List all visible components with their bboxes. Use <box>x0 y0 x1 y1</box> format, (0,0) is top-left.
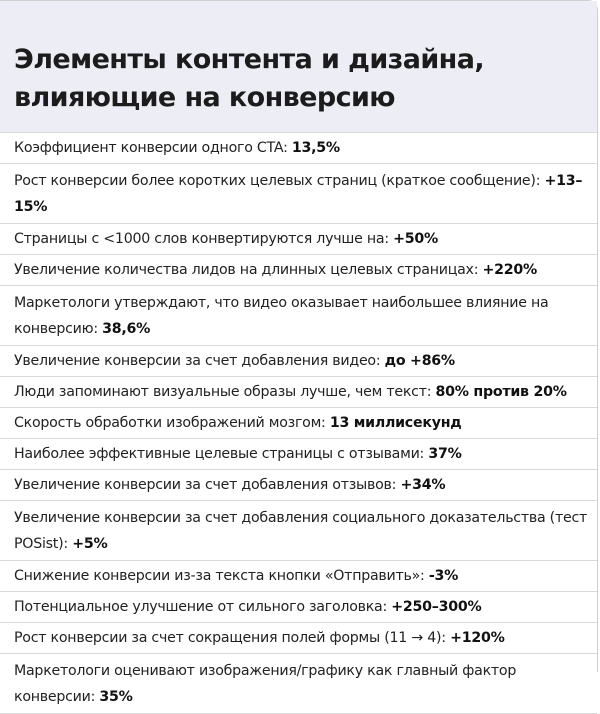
stat-row <box>0 592 597 623</box>
stats-list <box>0 133 597 714</box>
stat-label: Страницы с <1000 слов конвертируются лучше на: <box>14 231 394 247</box>
stat-label: Увеличение конверсии за счет добавления отзывов: <box>14 477 401 493</box>
stat-value: +13–15% <box>14 173 583 215</box>
stat-value: 13,5% <box>291 140 340 156</box>
stat-value: +220% <box>482 262 537 278</box>
stat-label: Рост конверсии за счет сокращения полей формы (11 → 4): <box>14 630 451 646</box>
stat-value: до +86% <box>384 353 455 369</box>
stat-row <box>0 561 597 592</box>
card-title: Элементы контента и дизайна, влияющие на конверсию <box>14 44 485 113</box>
stat-row <box>0 346 597 377</box>
stat-value: 13 миллисекунд <box>329 415 462 431</box>
stat-value: +5% <box>72 536 108 552</box>
stat-label: Снижение конверсии из-за текста кнопки «Отправить»: <box>14 568 429 584</box>
stat-value: +34% <box>400 477 446 493</box>
stat-row <box>0 255 597 286</box>
stat-value: +250–300% <box>391 599 482 615</box>
stat-row <box>0 654 597 714</box>
stat-row <box>0 133 597 164</box>
stat-value: +120% <box>450 630 505 646</box>
stat-row <box>0 470 597 501</box>
stat-label: Увеличение конверсии за счет добавления социального доказательства (тест POSist): <box>14 510 588 552</box>
stat-label: Потенциальное улучшение от сильного заголовка: <box>14 599 392 615</box>
stat-label: Маркетологи утверждают, что видео оказывает наибольшее влияние на конверсию: <box>14 295 549 337</box>
stat-row <box>0 623 597 654</box>
stat-label: Маркетологи оценивают изображения/графику как главный фактор конверсии: <box>14 663 517 705</box>
stat-row <box>0 408 597 439</box>
stat-value: 37% <box>428 446 462 462</box>
stat-label: Увеличение конверсии за счет добавления видео: <box>14 353 385 369</box>
stat-value: 35% <box>99 689 133 705</box>
card-header <box>0 1 597 133</box>
stat-label: Наиболее эффективные целевые страницы с отзывами: <box>14 446 429 462</box>
stat-row <box>0 286 597 346</box>
stat-row <box>0 164 597 224</box>
stat-row <box>0 439 597 470</box>
stat-value: 38,6% <box>102 321 151 337</box>
stat-label: Люди запоминают визуальные образы лучше, чем текст: <box>14 384 436 400</box>
stat-value: +50% <box>393 231 438 247</box>
stat-label: Рост конверсии более коротких целевых страниц (краткое сообщение): <box>14 173 545 189</box>
stat-label: Скорость обработки изображений мозгом: <box>14 415 330 431</box>
stat-value: -3% <box>428 568 459 584</box>
stat-label: Увеличение количества лидов на длинных целевых страницах: <box>14 262 483 278</box>
stat-row <box>0 501 597 561</box>
stat-label: Коэффициент конверсии одного CTA: <box>14 140 292 156</box>
stat-value: 80% против 20% <box>435 384 567 400</box>
stat-row <box>0 377 597 408</box>
stat-row <box>0 224 597 255</box>
